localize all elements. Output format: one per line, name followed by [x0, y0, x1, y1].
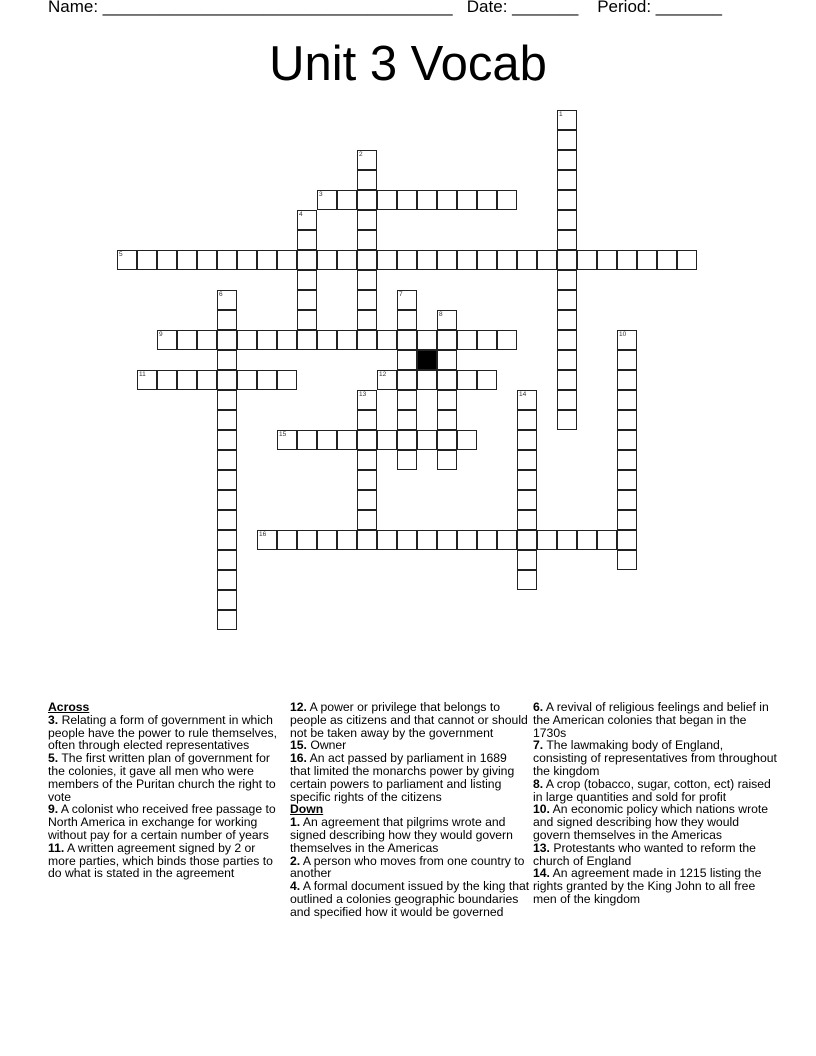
crossword-cell[interactable] [637, 250, 657, 270]
clue-number: 16 [259, 531, 267, 538]
crossword-cell[interactable] [617, 350, 637, 370]
clue-across-5: 5. The first written plan of government for the colonies, it gave all men who were members of the Puritan church the right to vote [48, 751, 276, 804]
crossword-cell[interactable] [197, 330, 217, 350]
crossword-cell[interactable] [677, 250, 697, 270]
blocked-cell [417, 350, 437, 370]
crossword-cell[interactable] [157, 330, 177, 350]
clue-number: 1 [559, 111, 563, 118]
crossword-cell[interactable] [357, 470, 377, 490]
crossword-cell[interactable] [217, 290, 237, 310]
crossword-cell[interactable] [357, 390, 377, 410]
clue-down-14: 14. An agreement made in 1215 listing the rights granted by the King John to all free men of the kingdom [533, 866, 762, 906]
crossword-cell[interactable] [357, 290, 377, 310]
crossword-cell[interactable] [237, 370, 257, 390]
crossword-cell[interactable] [177, 330, 197, 350]
clue-number: 3 [319, 191, 323, 198]
crossword-cell[interactable] [297, 270, 317, 290]
clues-column-3 [533, 701, 778, 906]
crossword-cell[interactable] [437, 450, 457, 470]
crossword-cell[interactable] [217, 610, 237, 630]
crossword-cell[interactable] [357, 450, 377, 470]
crossword-cell[interactable] [617, 330, 637, 350]
crossword-cell[interactable] [557, 150, 577, 170]
clue-down-7: 7. The lawmaking body of England, consisting of representatives from throughout the kingdom [533, 738, 777, 778]
crossword-cell[interactable] [217, 250, 237, 270]
crossword-cell[interactable] [217, 530, 237, 550]
crossword-cell[interactable] [477, 330, 497, 350]
crossword-cell[interactable] [297, 230, 317, 250]
clues-column-2 [290, 701, 530, 919]
crossword-cell[interactable] [557, 210, 577, 230]
crossword-cell[interactable] [257, 530, 277, 550]
crossword-cell[interactable] [197, 370, 217, 390]
crossword-cell[interactable] [617, 410, 637, 430]
crossword-cell[interactable] [357, 250, 377, 270]
crossword-cell[interactable] [357, 530, 377, 550]
crossword-cell[interactable] [617, 530, 637, 550]
crossword-cell[interactable] [357, 270, 377, 290]
crossword-cell[interactable] [277, 370, 297, 390]
clue-across-12: 12. A power or privilege that belongs to people as citizens and that cannot or should not be taken away by the government [290, 700, 528, 740]
crossword-cell[interactable] [517, 430, 537, 450]
crossword-cell[interactable] [217, 470, 237, 490]
crossword-cell[interactable] [557, 270, 577, 290]
across-heading: Across [48, 700, 90, 714]
crossword-cell[interactable] [617, 430, 637, 450]
clue-number: 6 [219, 291, 223, 298]
crossword-cell[interactable] [357, 490, 377, 510]
clue-down-10: 10. An economic policy which nations wrote and signed describing how they would govern themselves in the Americas [533, 802, 769, 842]
crossword-cell[interactable] [617, 390, 637, 410]
crossword-cell[interactable] [617, 250, 637, 270]
crossword-cell[interactable] [217, 570, 237, 590]
crossword-cell[interactable] [617, 550, 637, 570]
crossword-cell[interactable] [277, 530, 297, 550]
crossword-cell[interactable] [437, 190, 457, 210]
clue-number: 7 [399, 291, 403, 298]
crossword-cell[interactable] [397, 350, 417, 370]
crossword-cell[interactable] [157, 370, 177, 390]
crossword-cell[interactable] [357, 430, 377, 450]
clue-down-8: 8. A crop (tobacco, sugar, cotton, ect) raised in large quantities and sold for profit [533, 776, 771, 804]
clue-across-16: 16. An act passed by parliament in 1689 that limited the monarchs power by giving certain powers to parliament and listing specific rights of the citizens [290, 751, 515, 804]
crossword-cell[interactable] [517, 450, 537, 470]
crossword-cell[interactable] [457, 370, 477, 390]
clue-down-1: 1. An agreement that pilgrims wrote and signed describing how they would govern themselves in the Americas [290, 815, 513, 855]
crossword-cell[interactable] [357, 510, 377, 530]
clue-number: 2 [359, 151, 363, 158]
crossword-cell[interactable] [557, 350, 577, 370]
crossword-cell[interactable] [337, 190, 357, 210]
crossword-cell[interactable] [397, 410, 417, 430]
crossword-cell[interactable] [217, 370, 237, 390]
crossword-cell[interactable] [357, 170, 377, 190]
crossword-cell[interactable] [377, 370, 397, 390]
crossword-cell[interactable] [597, 250, 617, 270]
crossword-cell[interactable] [157, 250, 177, 270]
crossword-cell[interactable] [477, 530, 497, 550]
crossword-cell[interactable] [277, 430, 297, 450]
crossword-cell[interactable] [177, 370, 197, 390]
crossword-cell[interactable] [417, 430, 437, 450]
crossword-cell[interactable] [517, 390, 537, 410]
clue-across-9: 9. A colonist who received free passage to North America in exchange for working without pay for a certain number of years [48, 802, 276, 842]
crossword-cell[interactable] [217, 410, 237, 430]
clue-number: 5 [119, 251, 123, 258]
down-heading: Down [290, 802, 324, 817]
crossword-cell[interactable] [557, 410, 577, 430]
crossword-cell[interactable] [497, 530, 517, 550]
crossword-cell[interactable] [397, 430, 417, 450]
crossword-cell[interactable] [437, 330, 457, 350]
crossword-cell[interactable] [417, 370, 437, 390]
clue-number: 12 [379, 371, 387, 378]
crossword-cell[interactable] [417, 190, 437, 210]
clue-down-4: 4. A formal document issued by the king that outlined a colonies geographic boundaries and specified how it would be governed [290, 879, 530, 919]
crossword-cell[interactable] [317, 430, 337, 450]
crossword-cell[interactable] [317, 330, 337, 350]
crossword-cell[interactable] [297, 250, 317, 270]
crossword-cell[interactable] [357, 230, 377, 250]
crossword-cell[interactable] [617, 490, 637, 510]
crossword-cell[interactable] [437, 410, 457, 430]
crossword-cell[interactable] [397, 290, 417, 310]
crossword-cell[interactable] [217, 350, 237, 370]
crossword-cell[interactable] [537, 250, 557, 270]
crossword-cell[interactable] [317, 250, 337, 270]
crossword-cell[interactable] [557, 130, 577, 150]
crossword-cell[interactable] [297, 330, 317, 350]
crossword-cell[interactable] [397, 390, 417, 410]
crossword-cell[interactable] [137, 250, 157, 270]
crossword-cell[interactable] [217, 450, 237, 470]
crossword-cell[interactable] [517, 510, 537, 530]
crossword-cell[interactable] [277, 250, 297, 270]
crossword-cell[interactable] [397, 530, 417, 550]
crossword-cell[interactable] [497, 250, 517, 270]
crossword-cell[interactable] [557, 110, 577, 130]
page-title: Unit 3 Vocab [269, 37, 547, 91]
crossword-cell[interactable] [317, 190, 337, 210]
crossword-cell[interactable] [317, 530, 337, 550]
crossword-cell[interactable] [457, 330, 477, 350]
crossword-cell[interactable] [557, 390, 577, 410]
crossword-cell[interactable] [517, 570, 537, 590]
crossword-cell[interactable] [417, 330, 437, 350]
clue-number: 15 [279, 431, 287, 438]
crossword-cell[interactable] [617, 510, 637, 530]
crossword-cell[interactable] [337, 530, 357, 550]
clue-number: 10 [619, 331, 627, 338]
crossword-cell[interactable] [377, 250, 397, 270]
crossword-cell[interactable] [397, 370, 417, 390]
crossword-cell[interactable] [617, 450, 637, 470]
crossword-cell[interactable] [657, 250, 677, 270]
crossword-cell[interactable] [217, 330, 237, 350]
clue-down-2: 2. A person who moves from one country to another [290, 853, 525, 881]
crossword-cell[interactable] [357, 310, 377, 330]
crossword-cell[interactable] [457, 430, 477, 450]
crossword-cell[interactable] [297, 210, 317, 230]
clue-number: 11 [139, 371, 146, 378]
crossword-cell[interactable] [577, 530, 597, 550]
crossword-cell[interactable] [217, 430, 237, 450]
crossword-cell[interactable] [417, 530, 437, 550]
crossword-cell[interactable] [217, 390, 237, 410]
crossword-cell[interactable] [357, 150, 377, 170]
crossword-cell[interactable] [257, 370, 277, 390]
crossword-cell[interactable] [257, 250, 277, 270]
crossword-cell[interactable] [477, 190, 497, 210]
crossword-cell[interactable] [457, 250, 477, 270]
student-info-line: Name: _____________________________________ Date: _______ Period: _______ [48, 0, 722, 16]
crossword-cell[interactable] [517, 490, 537, 510]
crossword-cell[interactable] [397, 330, 417, 350]
crossword-cell[interactable] [137, 370, 157, 390]
crossword-cell[interactable] [517, 470, 537, 490]
crossword-cell[interactable] [237, 330, 257, 350]
crossword-cell[interactable] [377, 190, 397, 210]
crossword-cell[interactable] [437, 530, 457, 550]
crossword-cell[interactable] [517, 250, 537, 270]
crossword-cell[interactable] [517, 410, 537, 430]
crossword-cell[interactable] [217, 590, 237, 610]
clue-down-6: 6. A revival of religious feelings and belief in the American colonies that began in the 1730s [533, 700, 769, 740]
crossword-cell[interactable] [557, 170, 577, 190]
crossword-cell[interactable] [377, 530, 397, 550]
crossword-cell[interactable] [357, 330, 377, 350]
crossword-cell[interactable] [557, 190, 577, 210]
crossword-cell[interactable] [397, 250, 417, 270]
crossword-cell[interactable] [357, 210, 377, 230]
crossword-cell[interactable] [557, 250, 577, 270]
clue-number: 9 [159, 331, 163, 338]
crossword-cell[interactable] [497, 190, 517, 210]
crossword-cell[interactable] [557, 310, 577, 330]
crossword-cell[interactable] [457, 530, 477, 550]
crossword-cell[interactable] [377, 430, 397, 450]
crossword-cell[interactable] [277, 330, 297, 350]
clue-across-15: 15. Owner [290, 738, 347, 753]
crossword-cell[interactable] [297, 430, 317, 450]
crossword-cell[interactable] [577, 250, 597, 270]
crossword-cell[interactable] [397, 190, 417, 210]
crossword-cell[interactable] [537, 530, 557, 550]
clue-across-3: 3. Relating a form of government in which people have the power to rule themselves, often through elected representatives [48, 712, 277, 753]
crossword-cell[interactable] [417, 250, 437, 270]
crossword-cell[interactable] [557, 330, 577, 350]
crossword-cell[interactable] [477, 370, 497, 390]
clues-column-1 [48, 701, 283, 880]
crossword-cell[interactable] [457, 190, 477, 210]
clue-number: 13 [359, 391, 367, 398]
crossword-cell[interactable] [217, 310, 237, 330]
crossword-cell[interactable] [237, 250, 257, 270]
crossword-cell[interactable] [437, 430, 457, 450]
crossword-cell[interactable] [557, 230, 577, 250]
crossword-cell[interactable] [297, 310, 317, 330]
crossword-cell[interactable] [337, 330, 357, 350]
crossword-cell[interactable] [217, 510, 237, 530]
clue-number: 8 [439, 311, 443, 318]
crossword-cell[interactable] [557, 370, 577, 390]
crossword-cell[interactable] [337, 250, 357, 270]
crossword-cell[interactable] [557, 530, 577, 550]
crossword-cell[interactable] [437, 310, 457, 330]
crossword-cell[interactable] [437, 390, 457, 410]
crossword-cell[interactable] [617, 370, 637, 390]
crossword-cell[interactable] [177, 250, 197, 270]
crossword-cell[interactable] [477, 250, 497, 270]
crossword-cell[interactable] [337, 430, 357, 450]
crossword-cell[interactable] [377, 330, 397, 350]
crossword-cell[interactable] [117, 250, 137, 270]
crossword-cell[interactable] [437, 350, 457, 370]
crossword-cell[interactable] [297, 530, 317, 550]
crossword-cell[interactable] [517, 550, 537, 570]
clue-down-13: 13. Protestants who wanted to reform the church of England [533, 840, 756, 868]
crossword-cell[interactable] [597, 530, 617, 550]
crossword-cell[interactable] [437, 370, 457, 390]
crossword-cell[interactable] [217, 550, 237, 570]
clue-number: 14 [519, 391, 527, 398]
crossword-cell[interactable] [437, 250, 457, 270]
crossword-cell[interactable] [217, 490, 237, 510]
crossword-cell[interactable] [397, 450, 417, 470]
crossword-cell[interactable] [197, 250, 217, 270]
crossword-cell[interactable] [557, 290, 577, 310]
crossword-cell[interactable] [357, 190, 377, 210]
crossword-cell[interactable] [397, 310, 417, 330]
crossword-cell[interactable] [297, 290, 317, 310]
clue-across-11: 11. A written agreement signed by 2 or more parties, which binds those parties to do what is stated in the agreement [48, 840, 273, 881]
crossword-cell[interactable] [497, 330, 517, 350]
crossword-cell[interactable] [517, 530, 537, 550]
crossword-cell[interactable] [357, 410, 377, 430]
clue-number: 4 [299, 211, 303, 218]
crossword-cell[interactable] [617, 470, 637, 490]
crossword-cell[interactable] [257, 330, 277, 350]
